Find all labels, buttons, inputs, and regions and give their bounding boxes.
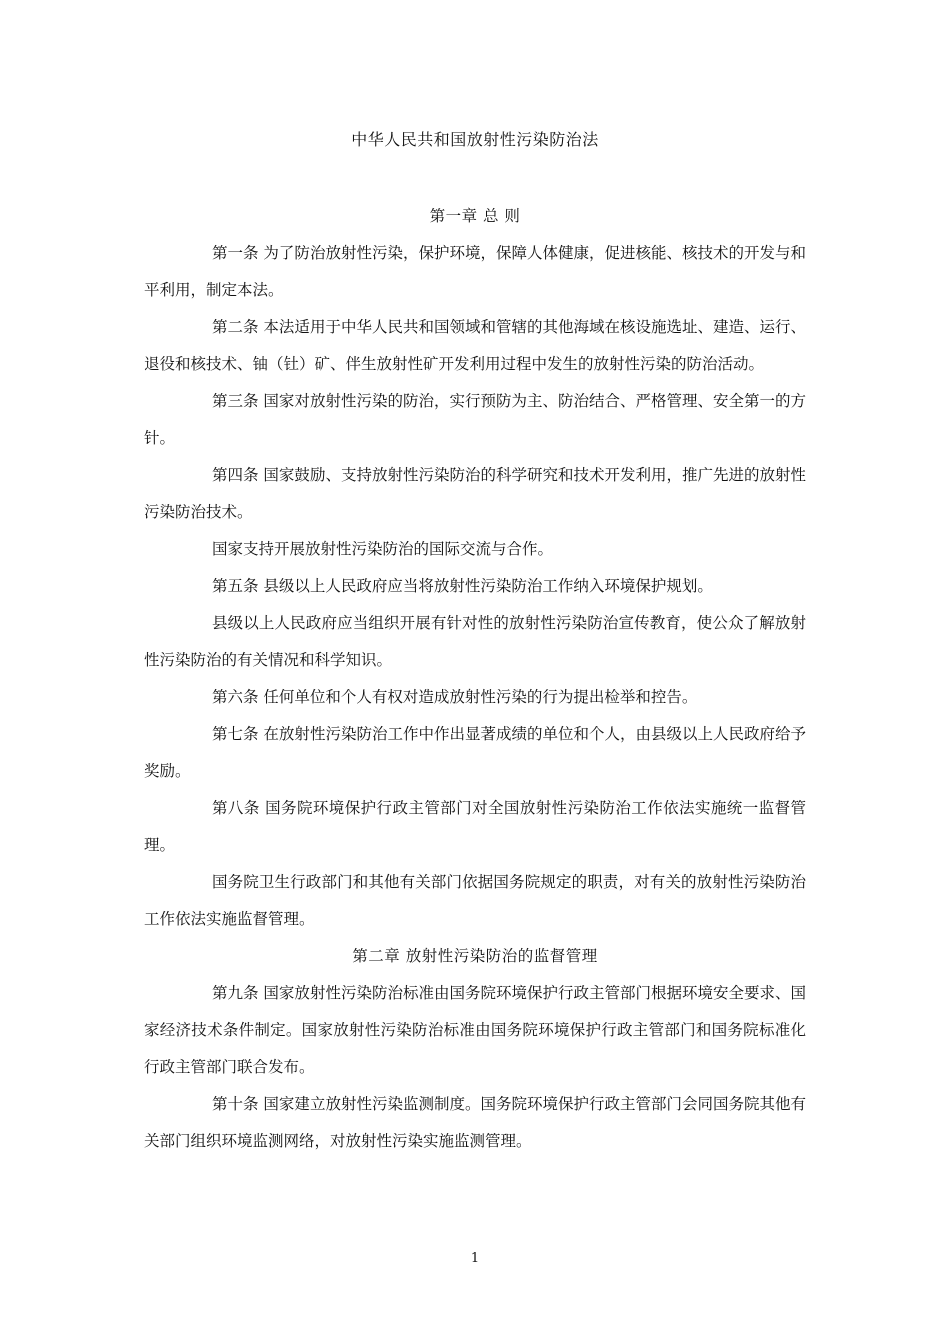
article-3: 第三条 国家对放射性污染的防治，实行预防为主、防治结合、严格管理、安全第一的方针。 — [144, 392, 806, 447]
article-10: 第十条 国家建立放射性污染监测制度。国务院环境保护行政主管部门会同国务院其他有关部门组织环境监测网络，对放射性污染实施监测管理。 — [144, 1095, 806, 1150]
article-2: 第二条 本法适用于中华人民共和国领域和管辖的其他海域在核设施选址、建造、运行、退役和核技术、铀（钍）矿、伴生放射性矿开发利用过程中发生的放射性污染的防治活动。 — [144, 318, 806, 373]
article-8: 第八条 国务院环境保护行政主管部门对全国放射性污染防治工作依法实施统一监督管理。 — [144, 799, 806, 854]
page-number: 1 — [470, 1251, 480, 1266]
article-4: 第四条 国家鼓励、支持放射性污染防治的科学研究和技术开发利用，推广先进的放射性污染防治技术。 — [144, 466, 806, 521]
article-7: 第七条 在放射性污染防治工作中作出显著成绩的单位和个人，由县级以上人民政府给予奖励。 — [144, 725, 806, 780]
document-title: 中华人民共和国放射性污染防治法 — [351, 130, 599, 149]
article-1: 第一条 为了防治放射性污染，保护环境，保障人体健康，促进核能、核技术的开发与和平利用，制定本法。 — [144, 244, 806, 299]
article-5-clause-2: 县级以上人民政府应当组织开展有针对性的放射性污染防治宣传教育，使公众了解放射性污染防治的有关情况和科学知识。 — [144, 614, 806, 669]
article-8-clause-2: 国务院卫生行政部门和其他有关部门依据国务院规定的职责，对有关的放射性污染防治工作依法实施监督管理。 — [144, 873, 806, 928]
article-6: 第六条 任何单位和个人有权对造成放射性污染的行为提出检举和控告。 — [212, 688, 698, 706]
article-5: 第五条 县级以上人民政府应当将放射性污染防治工作纳入环境保护规划。 — [212, 577, 713, 595]
chapter-1-heading: 第一章 总 则 — [429, 207, 521, 225]
article-9: 第九条 国家放射性污染防治标准由国务院环境保护行政主管部门根据环境安全要求、国家经济技术条件制定。国家放射性污染防治标准由国务院环境保护行政主管部门和国务院标准化行政主管部门联合发布。 — [144, 984, 806, 1076]
chapter-2-heading: 第二章 放射性污染防治的监督管理 — [352, 947, 598, 965]
document-body — [144, 198, 806, 1160]
article-4-clause-2: 国家支持开展放射性污染防治的国际交流与合作。 — [212, 540, 554, 558]
